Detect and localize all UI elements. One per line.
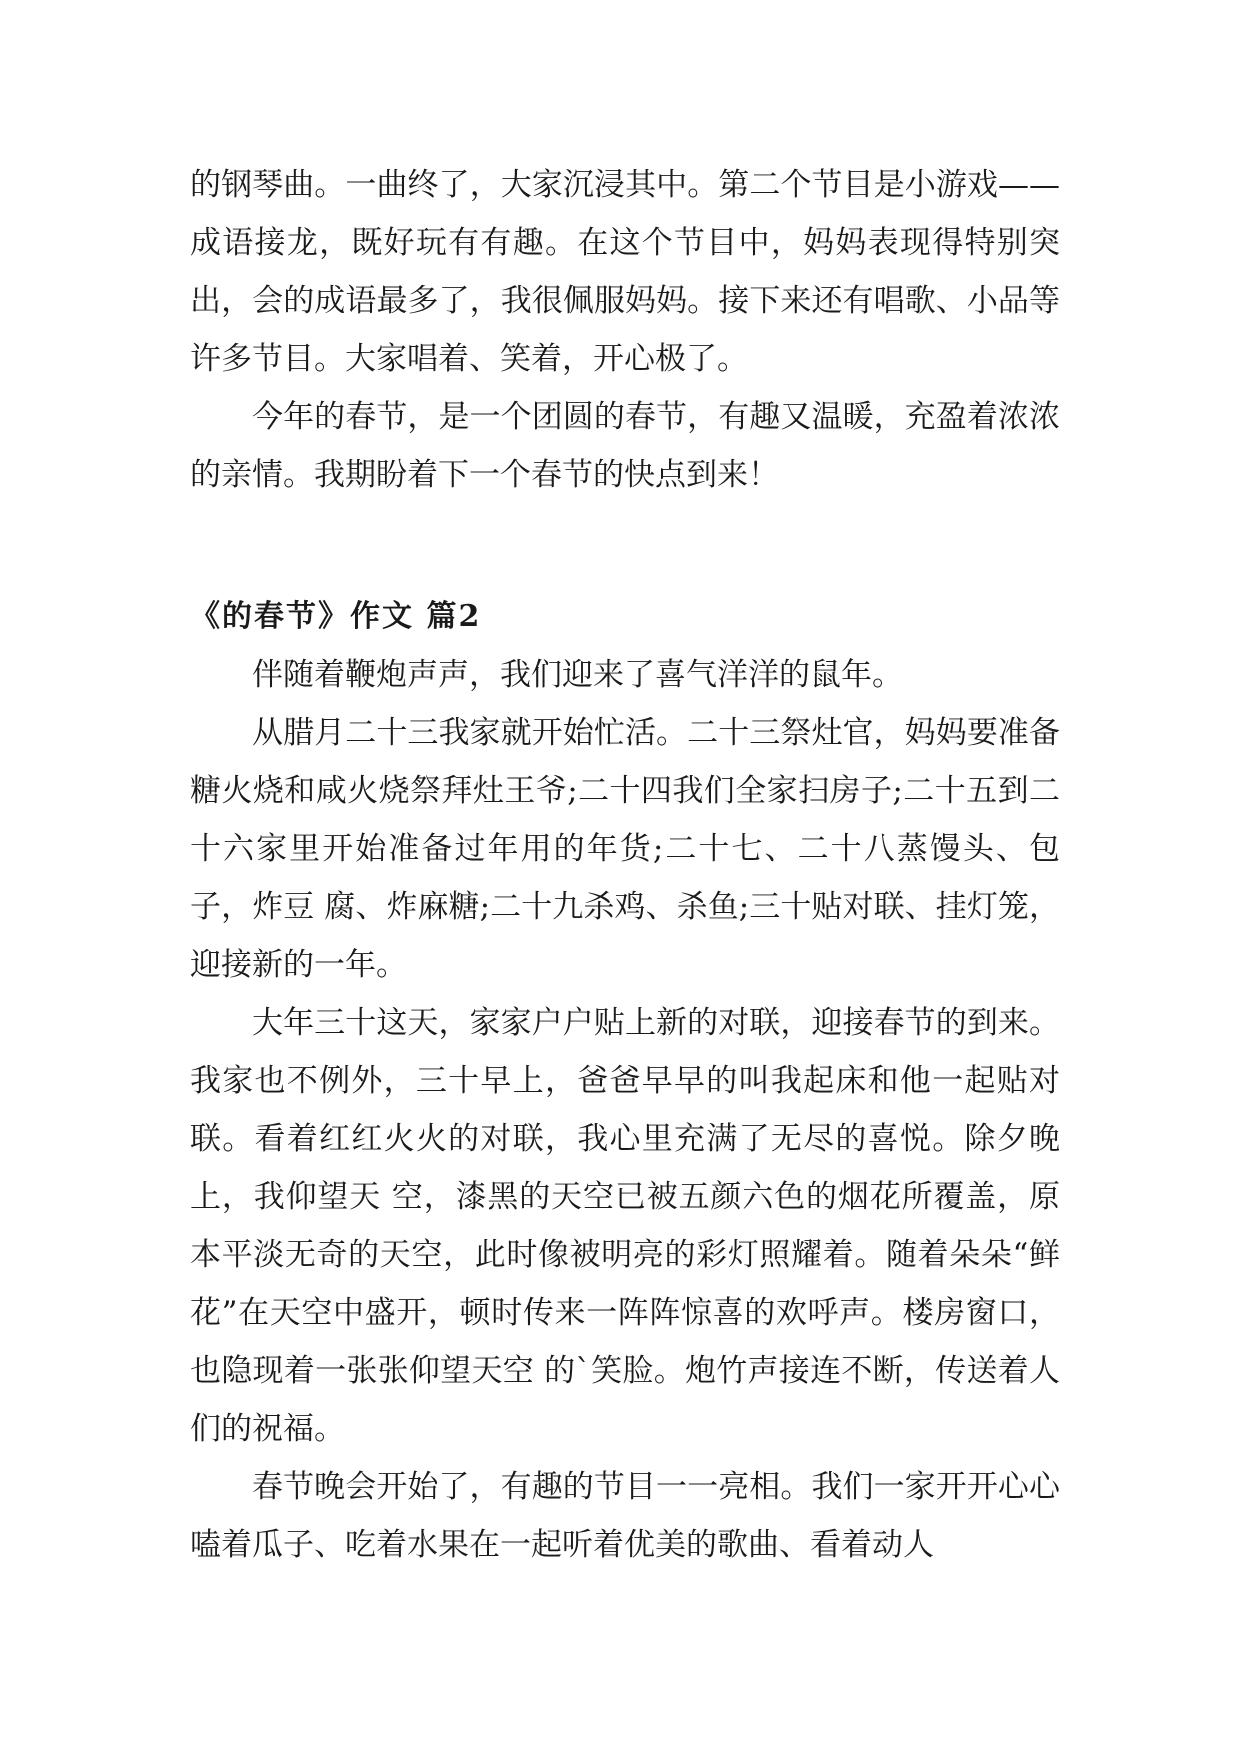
paragraph-gala: 春节晚会开始了，有趣的节目一一亮相。我们一家开开心心嗑着瓜子、吃着水果在一起听着优美的歌曲、看着动人 (190, 1469, 1060, 1563)
document-body (190, 156, 1060, 1574)
section-spacer (190, 504, 1060, 588)
essay-heading: 《的春节》作文 篇2 (190, 599, 482, 634)
paragraph-preparations: 从腊月二十三我家就开始忙活。二十三祭灶官，妈妈要准备糖火烧和咸火烧祭拜灶王爷;二十四我们全家扫房子;二十五到二十六家里开始准备过年用的年货;二十七、二十八蒸馒头、包子，炸豆 腐、炸麻糖;二十九杀鸡、杀鱼;三十贴对联、挂灯笼，迎接新的一年。 (190, 715, 1060, 983)
paragraph-conclusion: 今年的春节，是一个团圆的春节，有趣又温暖，充盈着浓浓的亲情。我期盼着下一个春节的快点到来！ (190, 399, 1060, 493)
paragraph-new-year-eve: 大年三十这天，家家户户贴上新的对联，迎接春节的到来。我家也不例外，三十早上，爸爸早早的叫我起床和他一起贴对联。看着红红火火的对联，我心里充满了无尽的喜悦。除夕晚上，我仰望天 空，漆黑的天空已被五颜六色的烟花所覆盖，原本平淡无奇的天空，此时像被明亮的彩灯照耀着。随着朵朵“鲜花”在天空中盛开，顿时传来一阵阵惊喜的欢呼声。楼房窗口，也隐现着一张张仰望天空 的`笑脸。炮竹声接连不断，传送着人们的祝福。 (190, 1005, 1060, 1447)
paragraph-intro: 伴随着鞭炮声声，我们迎来了喜气洋洋的鼠年。 (252, 657, 903, 693)
paragraph-continued: 的钢琴曲。一曲终了，大家沉浸其中。第二个节目是小游戏——成语接龙，既好玩有有趣。在这个节目中，妈妈表现得特别突出，会的成语最多了，我很佩服妈妈。接下来还有唱歌、小品等许多节目。大家唱着、笑着，开心极了。 (190, 167, 1060, 377)
